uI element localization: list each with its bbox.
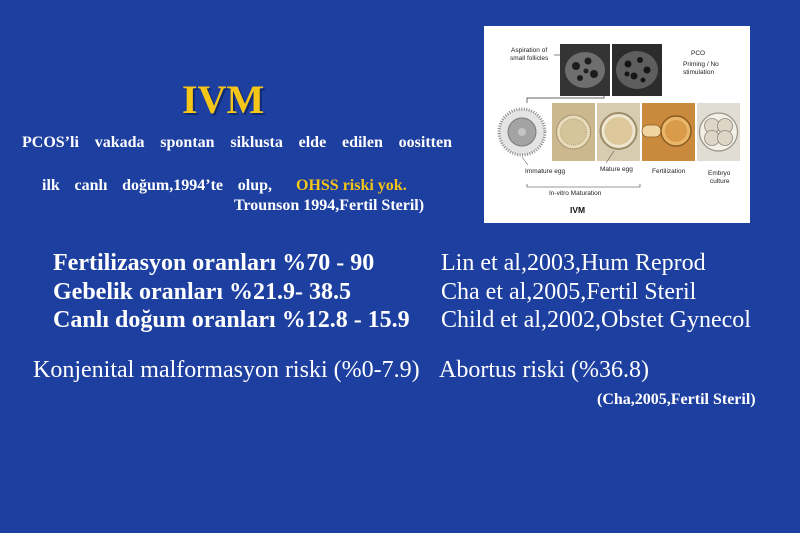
mature-egg-image: [597, 103, 640, 161]
pregnancy-rate: Gebelik oranları %21.9- 38.5: [53, 279, 351, 305]
egg-4-ooplasm: [665, 120, 687, 142]
follicle: [572, 62, 580, 70]
fertilization-image: [642, 103, 695, 161]
risk-reference: (Cha,2005,Fertil Steril): [597, 391, 756, 408]
figure-caption: IVM: [570, 205, 586, 215]
embryo-label-2: culture: [710, 178, 730, 185]
ivm-diagram: [484, 26, 750, 223]
intro-line-1: PCOS’li vakada spontan siklusta elde edilen oositten: [22, 134, 452, 151]
intro-line-2: ilk canlı doğum,1994’te olup,: [42, 177, 272, 194]
aspiration-label-1: Aspiration of: [511, 47, 548, 54]
follicle: [584, 69, 589, 74]
fertilization-rate: Fertilizasyon oranları %70 - 90: [53, 250, 375, 276]
live-birth-rate: Canlı doğum oranları %12.8 - 15.9: [53, 307, 410, 333]
priming-label-1: Priming / No: [683, 61, 719, 68]
egg-3-ooplasm: [605, 117, 633, 145]
priming-label-2: stimulation: [683, 69, 715, 76]
intro-reference: Trounson 1994,Fertil Steril): [234, 197, 425, 214]
immature-egg-label: Immature egg: [525, 168, 566, 175]
immature-egg-leader: [522, 157, 528, 165]
follicle: [625, 61, 632, 68]
follicle: [641, 78, 646, 83]
mature-egg-label: Mature egg: [600, 166, 633, 173]
follicle: [631, 73, 638, 80]
follicle: [644, 67, 651, 74]
maturation-bracket: [527, 184, 640, 187]
abortion-risk: Abortus riski (%36.8): [439, 357, 649, 383]
ultrasound-2-ovary: [616, 51, 658, 89]
follicle: [577, 75, 583, 81]
malformation-risk: Konjenital malformasyon riski (%0-7.9): [33, 357, 420, 383]
ultrasound-image-2: [612, 44, 662, 96]
holding-pipette: [642, 125, 661, 137]
aspiration-label-2: small follicles: [510, 55, 549, 62]
embryo-label-1: Embryo: [708, 170, 731, 177]
slide-title: IVM: [182, 77, 265, 122]
nucleus: [518, 128, 526, 136]
ohss-highlight: OHSS riski yok.: [296, 177, 407, 194]
ultrasound-image-1: [560, 44, 610, 96]
immature-egg-image: [499, 109, 545, 155]
live-birth-rate-reference: Child et al,2002,Obstet Gynecol: [441, 307, 751, 333]
embryo-image: [697, 103, 740, 161]
follicle: [637, 57, 643, 63]
pco-label: PCO: [691, 50, 706, 57]
fertilization-rate-reference: Lin et al,2003,Hum Reprod: [441, 250, 706, 276]
maturing-egg-image: [552, 103, 595, 161]
blastomere: [718, 131, 733, 146]
follicle: [585, 58, 592, 65]
ivm-figure: [484, 26, 750, 223]
maturation-label: In-vitro Maturation: [549, 190, 602, 197]
follicle: [625, 72, 630, 77]
egg-2-ooplasm: [561, 119, 587, 145]
pregnancy-rate-reference: Cha et al,2005,Fertil Steril: [441, 279, 697, 305]
follicle: [590, 70, 598, 78]
bracket-line: [527, 96, 604, 103]
fertilization-label: Fertilization: [652, 168, 686, 175]
embryo-zona: [700, 113, 738, 151]
